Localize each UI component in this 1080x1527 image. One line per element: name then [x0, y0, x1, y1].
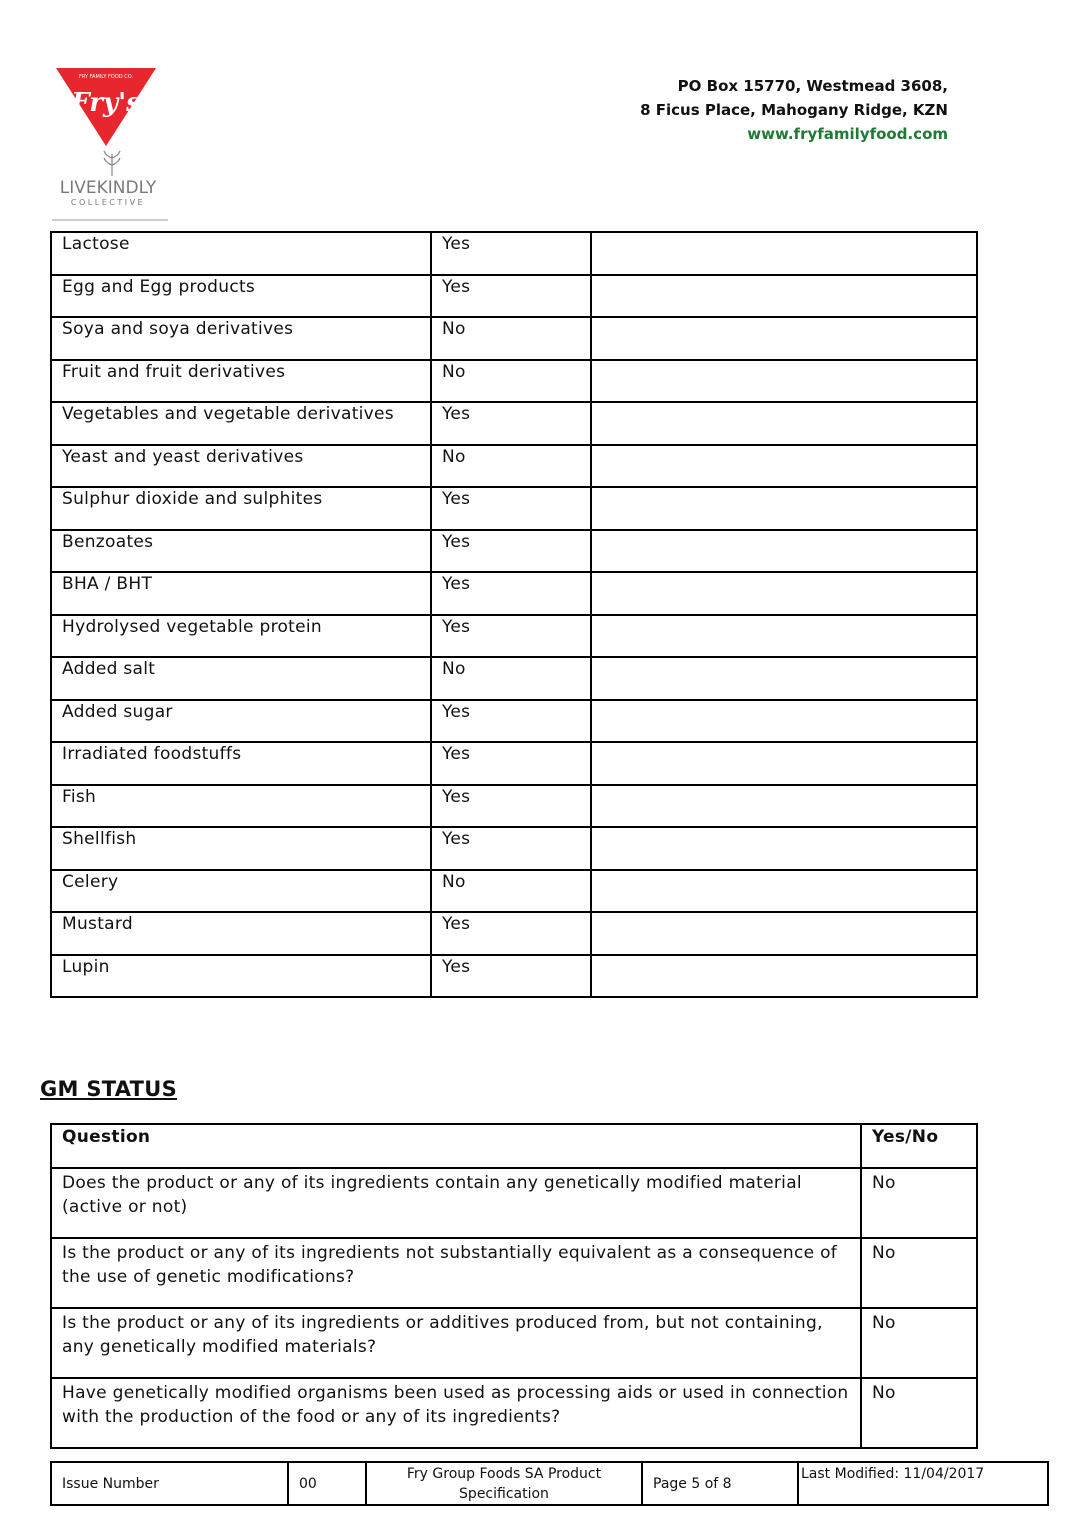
- allergen-note: [591, 785, 977, 828]
- allergen-present: Yes: [431, 700, 591, 743]
- allergen-note: [591, 870, 977, 913]
- allergen-row: [51, 827, 977, 870]
- allergen-present: Yes: [431, 232, 591, 275]
- allergen-row: [51, 317, 977, 360]
- last-modified: Last Modified: 11/04/2017: [798, 1462, 1048, 1505]
- allergen-present: Yes: [431, 827, 591, 870]
- allergen-note: [591, 955, 977, 998]
- allergen-name: BHA / BHT: [51, 572, 431, 615]
- allergen-name: Fruit and fruit derivatives: [51, 360, 431, 403]
- allergen-present: No: [431, 657, 591, 700]
- allergen-note: [591, 912, 977, 955]
- address-line-1: PO Box 15770, Westmead 3608,: [677, 77, 948, 95]
- allergen-name: Lactose: [51, 232, 431, 275]
- page-number: Page 5 of 8: [642, 1462, 798, 1505]
- logo-brand: Fry's: [71, 88, 141, 118]
- allergen-note: [591, 827, 977, 870]
- gm-question-row: [51, 1238, 977, 1308]
- document-footer: [50, 1461, 1049, 1506]
- allergen-note: [591, 615, 977, 658]
- allergen-row: [51, 487, 977, 530]
- gm-question: Is the product or any of its ingredients or additives produced from, but not containing, any genetically modified materials?: [51, 1308, 861, 1378]
- allergen-name: Mustard: [51, 912, 431, 955]
- allergen-note: [591, 742, 977, 785]
- allergen-row: [51, 870, 977, 913]
- gm-question-row: [51, 1308, 977, 1378]
- allergen-present: Yes: [431, 955, 591, 998]
- allergen-present: Yes: [431, 742, 591, 785]
- gm-answer: No: [861, 1168, 977, 1238]
- gm-question: Does the product or any of its ingredients contain any genetically modified material (active or not): [51, 1168, 861, 1238]
- allergen-row: [51, 785, 977, 828]
- allergen-name: Benzoates: [51, 530, 431, 573]
- allergen-name: Soya and soya derivatives: [51, 317, 431, 360]
- allergen-name: Vegetables and vegetable derivatives: [51, 402, 431, 445]
- allergen-present: Yes: [431, 487, 591, 530]
- gm-status-table: [50, 1123, 978, 1449]
- allergen-row: [51, 955, 977, 998]
- logo-collective-sub: COLLECTIVE: [70, 198, 146, 207]
- allergen-present: Yes: [431, 275, 591, 318]
- gm-col-answer: Yes/No: [861, 1124, 977, 1168]
- allergen-present: No: [431, 445, 591, 488]
- allergen-name: Celery: [51, 870, 431, 913]
- allergen-row: [51, 232, 977, 275]
- gm-question: Is the product or any of its ingredients not substantially equivalent as a consequence of the use of genetic modifications?: [51, 1238, 861, 1308]
- allergen-present: Yes: [431, 785, 591, 828]
- spec-title: [366, 1462, 642, 1505]
- allergen-note: [591, 487, 977, 530]
- allergen-note: [591, 657, 977, 700]
- allergen-present: Yes: [431, 572, 591, 615]
- issue-number-value: 00: [288, 1462, 366, 1505]
- company-address: [640, 74, 948, 146]
- allergen-present: Yes: [431, 912, 591, 955]
- spec-title-line-2: Specification: [459, 1485, 549, 1502]
- allergen-present: No: [431, 360, 591, 403]
- gm-col-question: Question: [51, 1124, 861, 1168]
- allergen-row: [51, 615, 977, 658]
- gm-answer: No: [861, 1238, 977, 1308]
- allergen-name: Irradiated foodstuffs: [51, 742, 431, 785]
- allergen-present: Yes: [431, 402, 591, 445]
- allergen-name: Added salt: [51, 657, 431, 700]
- allergen-row: [51, 657, 977, 700]
- allergen-present: No: [431, 870, 591, 913]
- allergen-note: [591, 317, 977, 360]
- allergen-note: [591, 360, 977, 403]
- allergen-note: [591, 700, 977, 743]
- logo-collective-name: LIVEKINDLY: [59, 178, 157, 198]
- allergen-note: [591, 445, 977, 488]
- allergen-name: Lupin: [51, 955, 431, 998]
- gm-answer: No: [861, 1378, 977, 1448]
- allergen-note: [591, 402, 977, 445]
- allergen-present: No: [431, 317, 591, 360]
- allergen-name: Yeast and yeast derivatives: [51, 445, 431, 488]
- spec-title-line-1: Fry Group Foods SA Product: [406, 1465, 602, 1482]
- allergen-name: Fish: [51, 785, 431, 828]
- frys-logo: [50, 66, 174, 226]
- allergen-row: [51, 530, 977, 573]
- gm-question-row: [51, 1168, 977, 1238]
- allergen-name: Sulphur dioxide and sulphites: [51, 487, 431, 530]
- gm-question-row: [51, 1378, 977, 1448]
- allergen-name: Egg and Egg products: [51, 275, 431, 318]
- address-line-2: 8 Ficus Place, Mahogany Ridge, KZN: [640, 101, 948, 119]
- gm-header-row: [51, 1124, 977, 1168]
- allergen-table: [50, 231, 978, 998]
- logo-tagline: FRY FAMILY FOOD CO.: [78, 74, 134, 80]
- allergen-row: [51, 700, 977, 743]
- allergen-note: [591, 232, 977, 275]
- allergen-present: Yes: [431, 615, 591, 658]
- allergen-name: Added sugar: [51, 700, 431, 743]
- allergen-row: [51, 742, 977, 785]
- allergen-row: [51, 402, 977, 445]
- allergen-present: Yes: [431, 530, 591, 573]
- allergen-name: Shellfish: [51, 827, 431, 870]
- gm-status-heading: GM STATUS: [40, 1077, 178, 1101]
- allergen-note: [591, 572, 977, 615]
- website-link[interactable]: www.fryfamilyfood.com: [747, 125, 948, 143]
- allergen-row: [51, 275, 977, 318]
- allergen-row: [51, 912, 977, 955]
- allergen-row: [51, 445, 977, 488]
- gm-answer: No: [861, 1308, 977, 1378]
- allergen-name: Hydrolysed vegetable protein: [51, 615, 431, 658]
- allergen-row: [51, 360, 977, 403]
- issue-number-label: Issue Number: [51, 1462, 288, 1505]
- gm-question: Have genetically modified organisms been used as processing aids or used in connection with the production of the food or any of its ingredients?: [51, 1378, 861, 1448]
- allergen-note: [591, 530, 977, 573]
- allergen-note: [591, 275, 977, 318]
- allergen-row: [51, 572, 977, 615]
